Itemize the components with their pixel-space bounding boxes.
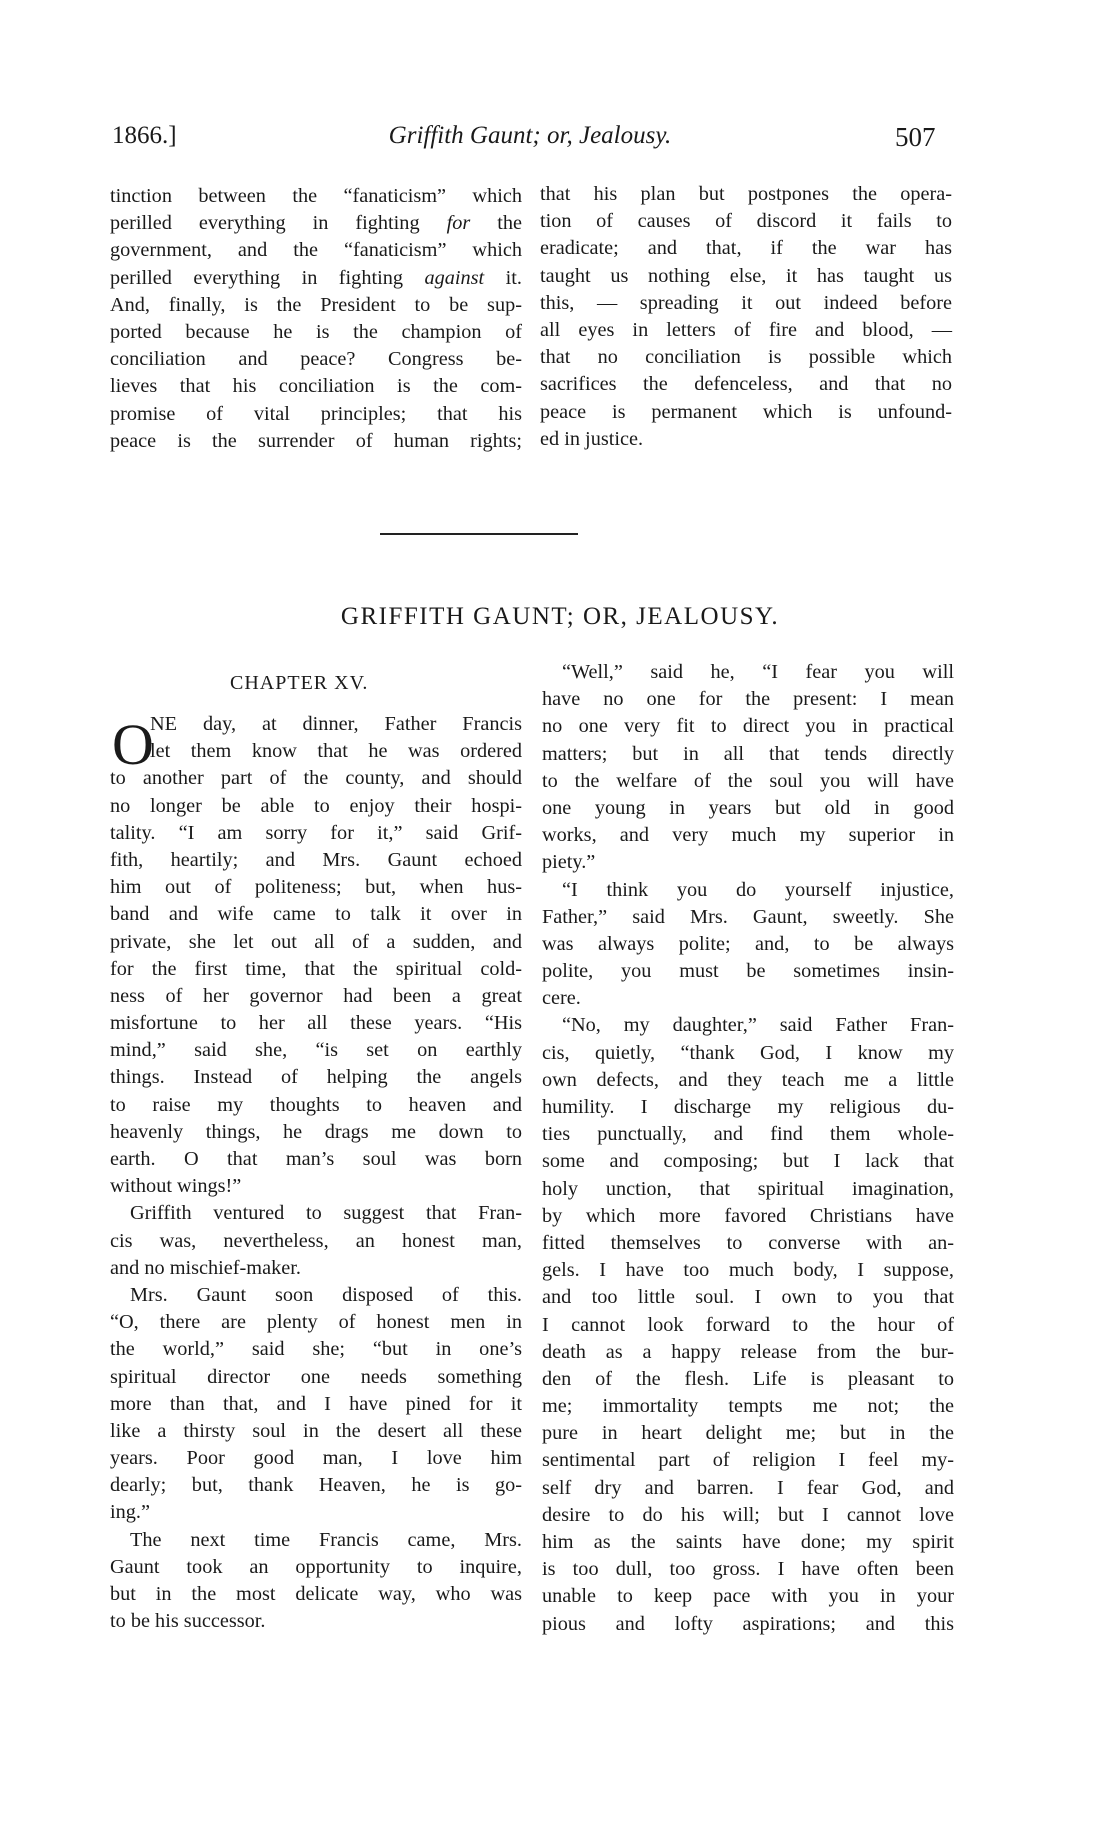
text-line: conciliation and peace? Congress be- [110,348,522,371]
text-line: ing.” [110,1501,150,1524]
chapter-left-column [110,711,522,1635]
text-line: promise of vital principles; that his [110,402,522,425]
text-line: pious and lofty aspirations; and this [542,1612,954,1635]
text-line: “I think you do yourself injustice, [562,878,954,901]
text-line: was always polite; and, to be always [542,932,954,955]
text-line: death as a happy release from the bur- [542,1340,954,1363]
text-line: to another part of the county, and should [110,767,522,790]
text-line: desire to do his will; but I cannot love [542,1503,954,1526]
text-line: works, and very much my superior in [542,824,954,847]
text-line: cere. [542,987,581,1010]
text-line: ties punctually, and find them whole- [542,1123,954,1146]
text-line: “No, my daughter,” said Father Fran- [562,1014,954,1037]
text-line: The next time Francis came, Mrs. [130,1528,522,1551]
chapter-right-column [542,659,954,1638]
text-line: “O, there are plenty of honest men in [110,1311,522,1334]
text-line: me; immortality tempts me not; the [542,1395,954,1418]
text-line: tion of causes of discord it fails to [540,210,952,233]
text-line: that no conciliation is possible which [540,346,952,369]
text-line: have no one for the present: I mean [542,688,954,711]
running-head-year: 1866.] [112,122,177,149]
text-line: by which more favored Christians have [542,1204,954,1227]
text-line: peace is permanent which is unfound- [540,400,952,423]
text-line: pure in heart delight me; but in the [542,1422,954,1445]
text-line: taught us nothing else, it has taught us [540,264,952,287]
text-line: but in the most delicate way, who was [110,1583,522,1605]
text-line: den of the flesh. Life is pleasant to [542,1367,954,1390]
text-line: sacrifices the defenceless, and that no [540,373,952,396]
text-line: is too dull, too gross. I have often been [542,1558,954,1581]
text-line: matters; but in all that tends directly [542,742,954,765]
text-line: heavenly things, he drags me down to [110,1120,522,1143]
text-line: humility. I discharge my religious du- [542,1096,954,1118]
text-line: And, finally, is the President to be sup- [110,293,522,316]
text-line: this, — spreading it out indeed before [540,291,952,314]
text-line: private, she let out all of a sudden, and [110,930,522,953]
text-line: Father,” said Mrs. Gaunt, sweetly. She [542,905,954,928]
text-line: piety.” [542,851,596,874]
continued-article-right-column [540,181,952,453]
text-line: more than that, and I have pined for it [110,1392,522,1415]
article-title: GRIFFITH GAUNT; OR, JEALOUSY. [340,603,780,630]
text-line: to the welfare of the soul you will have [542,769,954,792]
text-line: “Well,” said he, “I fear you will [562,661,954,683]
text-line: to raise my thoughts to heaven and [110,1093,522,1116]
text-line: lieves that his conciliation is the com- [110,375,522,398]
text-line: ed in justice. [540,427,644,450]
text-line: one young in years but old in good [542,796,954,819]
text-line: all eyes in letters of fire and blood, — [540,318,952,341]
text-line: spiritual director one needs something [110,1365,522,1388]
text-line: fitted themselves to converse with an- [542,1231,954,1254]
text-line: some and composing; but I lack that [542,1150,954,1173]
text-line: things. Instead of helping the angels [110,1066,522,1089]
text-line: no one very fit to direct you in practical [542,715,954,738]
text-line: peace is the surrender of human rights; [110,429,522,452]
text-line: earth. O that man’s soul was born [110,1148,522,1170]
text-line: Mrs. Gaunt soon disposed of this. [130,1283,522,1306]
text-line: sentimental part of religion I feel my- [542,1449,954,1472]
page-number: 507 [895,122,936,152]
running-head [0,122,1120,162]
drop-cap: O [112,712,154,777]
text-line: own defects, and they teach me a little [542,1068,954,1091]
text-line: that his plan but postpones the opera- [540,183,952,205]
text-line: band and wife came to talk it over in [110,903,522,926]
text-line: eradicate; and that, if the war has [540,237,952,260]
text-line: like a thirsty soul in the desert all these [110,1419,522,1442]
text-line: perilled everything in fighting for the [110,212,523,235]
text-line: perilled everything in fighting against it. [110,266,522,289]
text-line: years. Poor good man, I love him [110,1447,522,1470]
text-line: let them know that he was ordered [150,740,522,763]
text-line: dearly; but, thank Heaven, he is go- [110,1474,522,1497]
text-line: holy unction, that spiritual imagination, [542,1177,954,1200]
text-line: no longer be able to enjoy their hospi- [110,794,522,817]
text-line: Gaunt took an opportunity to inquire, [110,1555,522,1578]
text-line: and too little soul. I own to you that [542,1286,954,1309]
continued-article-left-column [110,183,522,455]
text-line: I cannot look forward to the hour of [542,1313,954,1336]
text-line: government, and the “fanaticism” which [110,239,522,262]
text-line: him as the saints have done; my spirit [542,1531,954,1553]
text-line: for the first time, that the spiritual cold- [110,957,522,980]
text-line: tinction between the “fanaticism” which [110,185,522,207]
text-line: cis, quietly, “thank God, I know my [542,1041,954,1064]
text-line: the world,” said she; “but in one’s [110,1338,522,1361]
text-line: misfortune to her all these years. “His [110,1012,522,1035]
section-divider [380,533,578,535]
chapter-heading: CHAPTER XV. [230,672,369,694]
text-line: gels. I have too much body, I suppose, [542,1259,954,1282]
text-line: polite, you must be sometimes insin- [542,960,954,983]
text-line: cis was, nevertheless, an honest man, [110,1229,522,1252]
text-line: unable to keep pace with you in your [542,1585,954,1608]
text-line: and no mischief-maker. [110,1256,301,1279]
text-line: him out of politeness; but, when hus- [110,876,522,899]
text-line: NE day, at dinner, Father Francis [150,713,522,735]
text-line: self dry and barren. I fear God, and [542,1476,954,1499]
text-line: tality. “I am sorry for it,” said Grif- [110,821,522,844]
text-line: fith, heartily; and Mrs. Gaunt echoed [110,848,522,871]
text-line: ported because he is the champion of [110,320,522,343]
text-line: to be his successor. [110,1610,266,1633]
text-line: Griffith ventured to suggest that Fran- [130,1202,522,1225]
running-head-title: Griffith Gaunt; or, Jealousy. [388,122,672,149]
text-line: without wings!” [110,1175,242,1198]
text-line: mind,” said she, “is set on earthly [110,1039,522,1062]
text-line: ness of her governor had been a great [110,984,522,1007]
